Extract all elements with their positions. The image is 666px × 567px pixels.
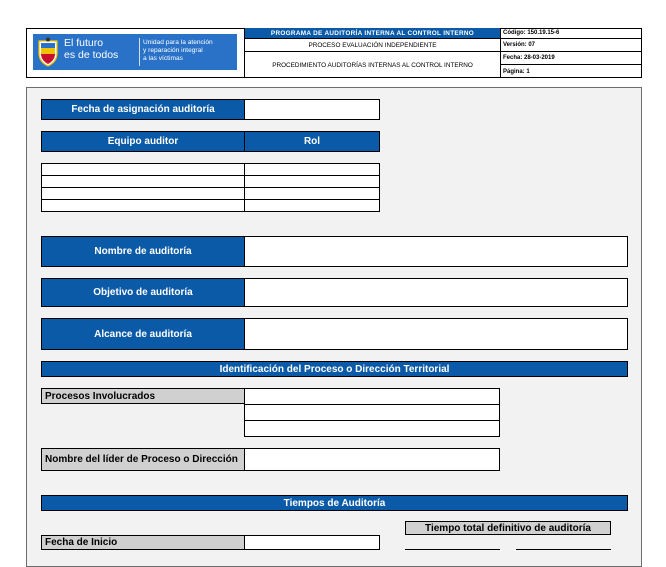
document-code: Código: 150.19.15-6 xyxy=(500,28,642,39)
objetivo-auditoria-label: Objetivo de auditoría xyxy=(41,278,245,307)
tiempo-total-field-line xyxy=(405,549,500,550)
coat-of-arms-icon xyxy=(36,37,60,67)
fecha-asignacion-label: Fecha de asignación auditoría xyxy=(41,99,245,120)
table-row-divider xyxy=(41,175,380,176)
nombre-auditoria-label: Nombre de auditoría xyxy=(41,236,245,267)
rol-header: Rol xyxy=(244,131,380,152)
procesos-involucrados-label: Procesos Involucrados xyxy=(41,388,245,404)
logo-divider xyxy=(139,38,140,66)
equipo-auditor-header: Equipo auditor xyxy=(41,131,245,152)
document-date: Fecha: 28-03-2019 xyxy=(500,52,642,65)
objetivo-auditoria-field[interactable] xyxy=(244,278,628,307)
table-row-divider xyxy=(41,199,380,200)
tiempo-total-label: Tiempo total definitivo de auditoría xyxy=(405,521,611,535)
alcance-auditoria-label: Alcance de auditoría xyxy=(41,318,245,350)
document-version: Versión: 07 xyxy=(500,39,642,52)
procesos-involucrados-field[interactable] xyxy=(244,388,500,437)
fecha-inicio-field[interactable] xyxy=(244,535,380,550)
logo-tagline-2: y reparación integral xyxy=(143,47,203,54)
tiempo-total-field-line xyxy=(516,549,611,550)
nombre-lider-label: Nombre del líder de Proceso o Dirección xyxy=(41,448,245,471)
table-row-divider xyxy=(244,420,500,421)
logo-tagline-3: a las víctimas xyxy=(143,55,183,62)
table-row-divider xyxy=(244,404,500,405)
table-row-divider xyxy=(41,187,380,188)
process-name: PROCESO EVALUACIÓN INDEPENDIENTE xyxy=(244,39,500,52)
logo-tagline-1: Unidad para la atención xyxy=(143,39,213,46)
logo-text-line1: El futuro xyxy=(64,37,104,49)
procedure-name: PROCEDIMIENTO AUDITORÍAS INTERNAS AL CONTROL INTERNO xyxy=(244,52,500,78)
tiempos-section-header: Tiempos de Auditoría xyxy=(41,495,628,511)
nombre-lider-field[interactable] xyxy=(244,448,500,471)
fecha-inicio-label: Fecha de Inicio xyxy=(41,535,245,550)
logo-text-line2: es de todos xyxy=(64,49,119,61)
program-title: PROGRAMA DE AUDITORÍA INTERNA AL CONTROL INTERNO xyxy=(244,28,500,39)
page-number: Página: 1 xyxy=(500,65,642,78)
identificacion-section-header: Identificación del Proceso o Dirección Territorial xyxy=(41,361,628,377)
nombre-auditoria-field[interactable] xyxy=(244,236,628,267)
fecha-asignacion-field[interactable] xyxy=(244,99,380,120)
alcance-auditoria-field[interactable] xyxy=(244,318,628,350)
